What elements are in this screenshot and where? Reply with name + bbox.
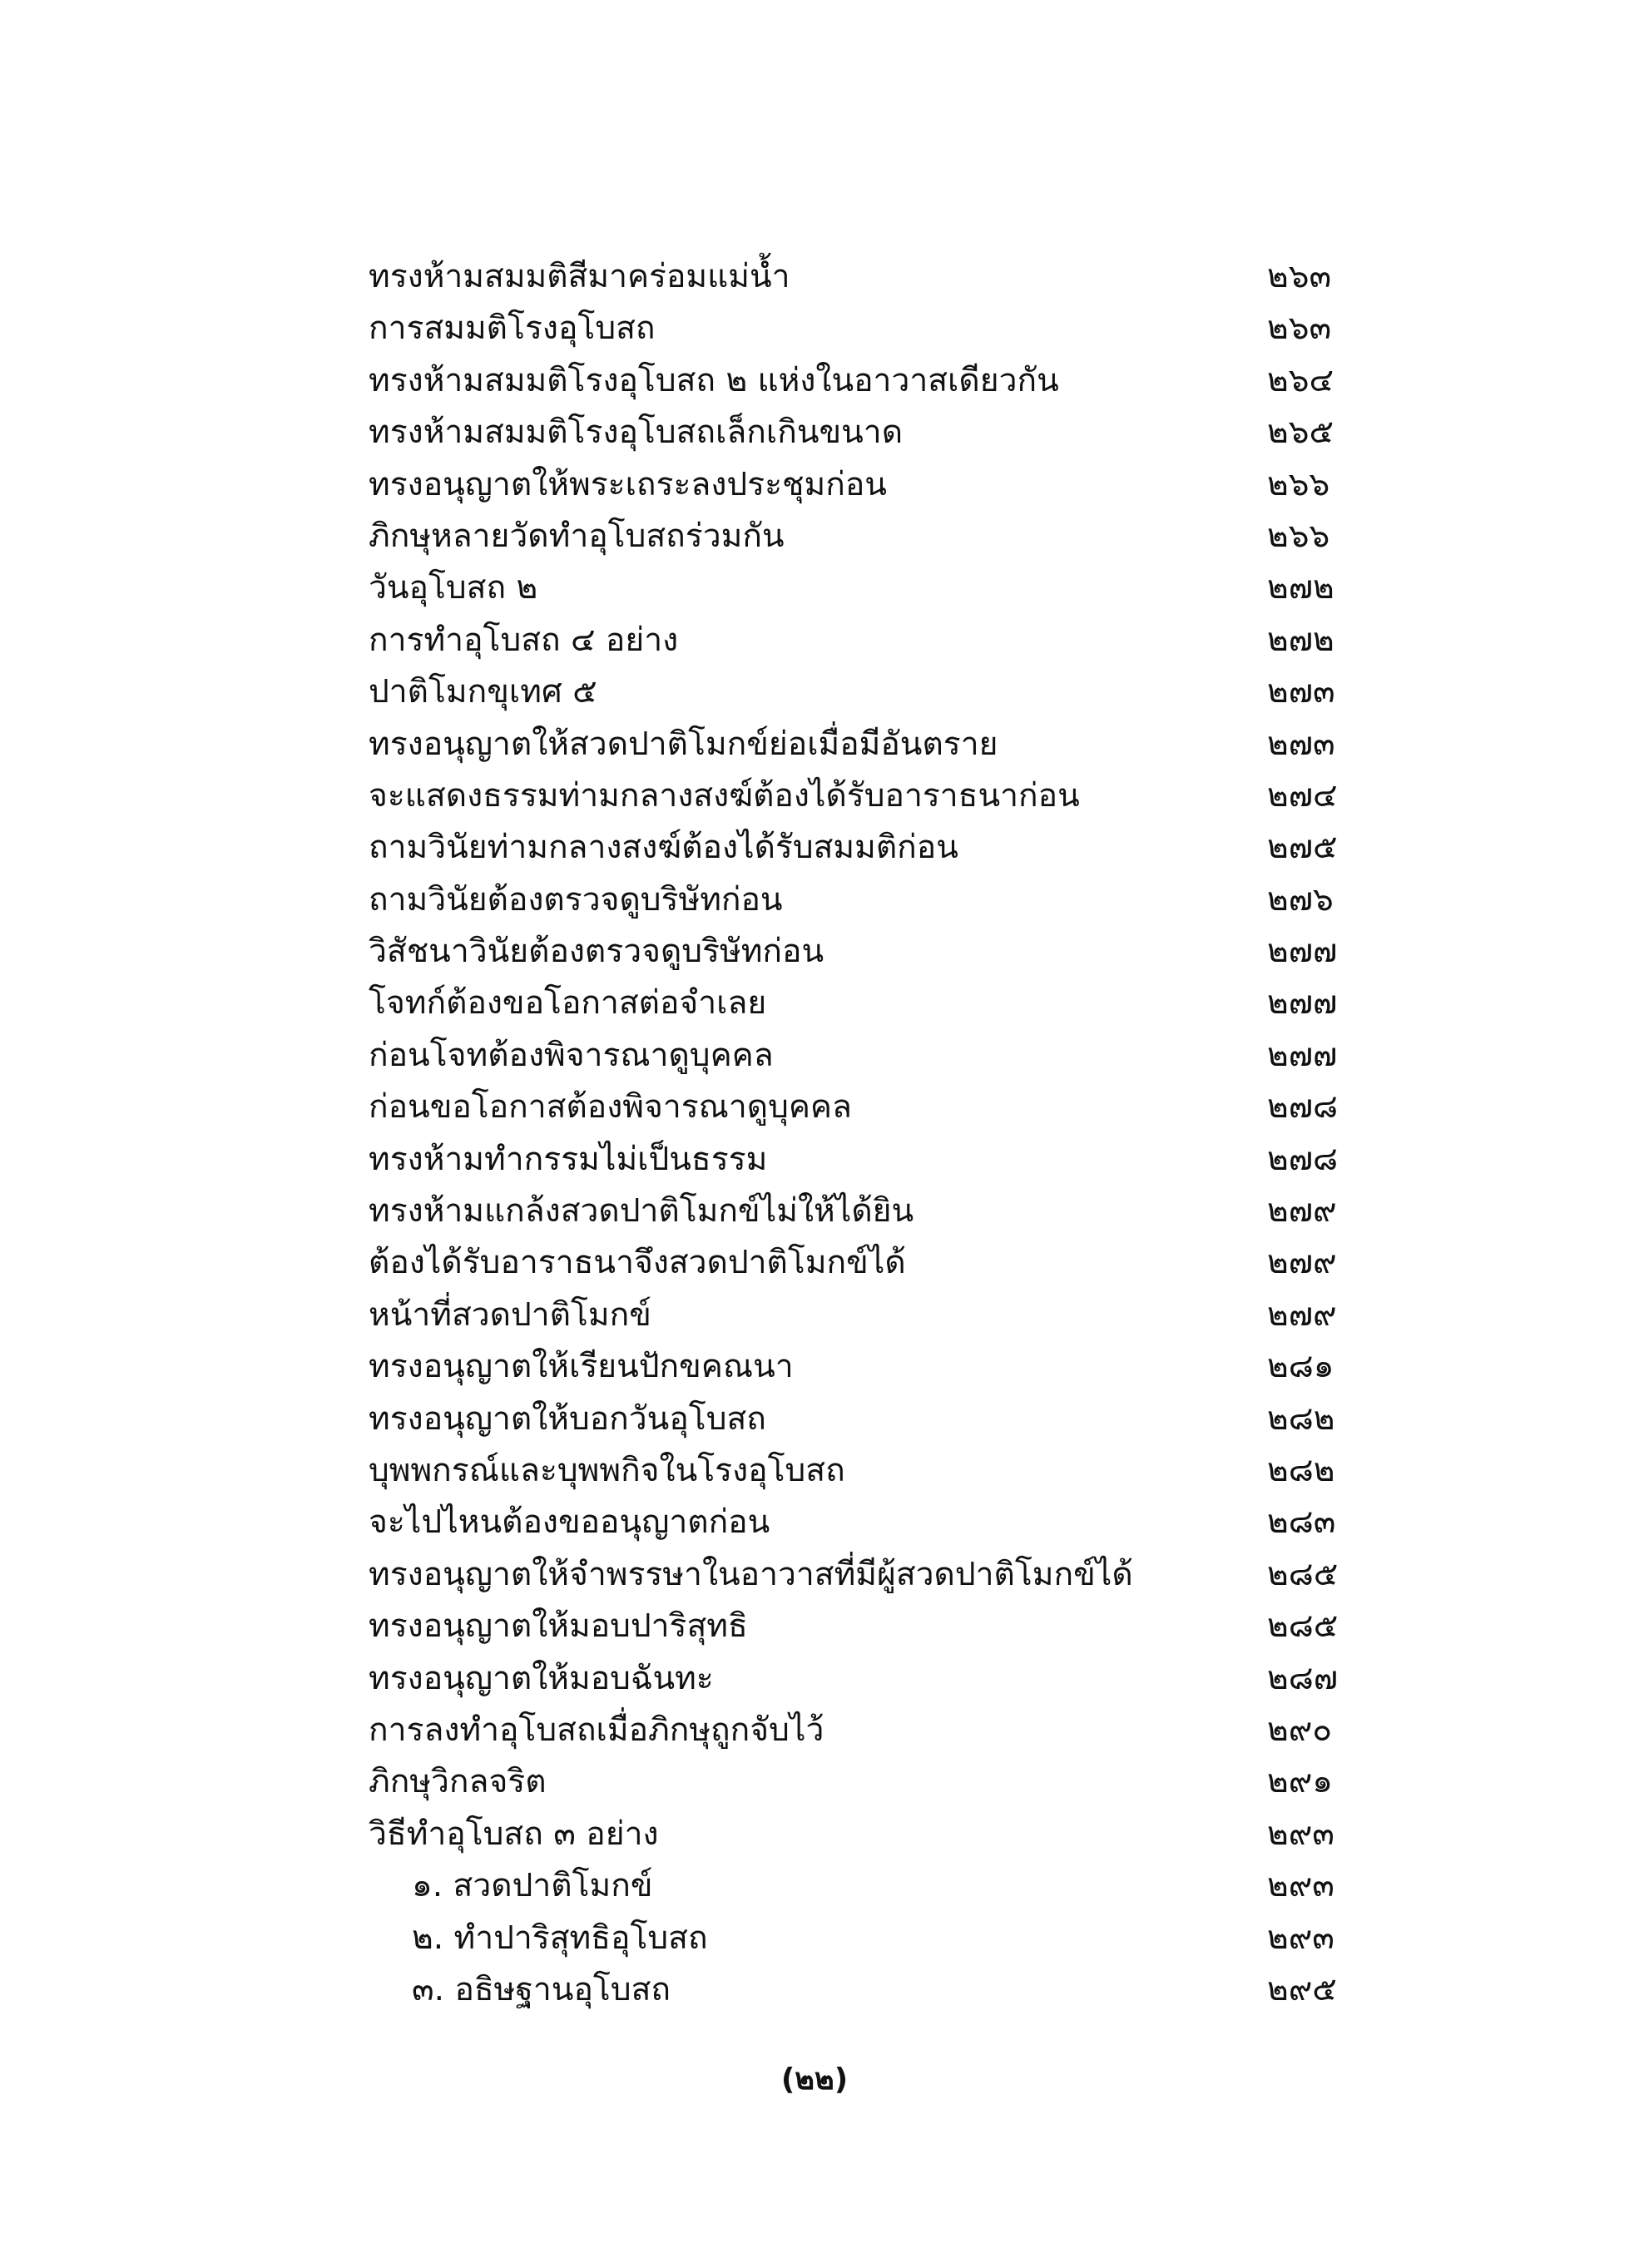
toc-entry-title: ต้องได้รับอาราธนาจึงสวดปาติโมกข์ได้	[369, 1244, 906, 1282]
toc-row	[369, 874, 1367, 926]
toc-row	[369, 1705, 1367, 1756]
toc-entry-page: ๒๘๓	[1267, 1503, 1336, 1542]
toc-row	[369, 1341, 1367, 1393]
toc-entry-title: ทรงอนุญาตให้พระเถระลงประชุมก่อน	[369, 465, 887, 503]
toc-entry-page: ๒๙๑	[1267, 1763, 1334, 1801]
toc-entry-title: การทำอุโบสถ ๔ อย่าง	[369, 621, 679, 659]
toc-entry-page: ๒๗๘	[1267, 1140, 1339, 1178]
toc-row	[369, 1809, 1367, 1860]
toc-row	[369, 459, 1367, 511]
toc-entry-page: ๒๖๓	[1267, 258, 1332, 295]
toc-entry-title: วิสัชนาวินัยต้องตรวจดูบริษัทก่อน	[369, 933, 824, 971]
toc-row	[369, 1653, 1367, 1705]
toc-entry-page: ๒๗๙	[1267, 1244, 1337, 1282]
toc-subentry-title: ๑. สวดปาติโมกข์	[412, 1867, 653, 1905]
toc-entry-page: ๒๘๕	[1267, 1555, 1339, 1593]
toc-entry-title: ทรงอนุญาตให้มอบปาริสุทธิ	[369, 1607, 748, 1646]
toc-entry-page: ๒๙๕	[1267, 1970, 1337, 2008]
toc-entry-page: ๒๖๖	[1267, 465, 1330, 503]
toc-entry-page: ๒๘๕	[1267, 1607, 1339, 1646]
toc-entry-title: วิธีทำอุโบสถ ๓ อย่าง	[369, 1815, 659, 1853]
toc-entry-page: ๒๗๒	[1267, 621, 1334, 659]
toc-entry-page: ๒๗๙	[1267, 1192, 1337, 1231]
toc-entry-title: ทรงอนุญาตให้เรียนปักขคณนา	[369, 1348, 794, 1386]
toc-entry-page: ๒๗๗	[1267, 933, 1338, 971]
toc-row	[369, 355, 1367, 407]
toc-entry-title: ทรงห้ามสมมติโรงอุโบสถเล็กเกินขนาด	[369, 413, 904, 452]
page-number: (๒๒)	[780, 2062, 849, 2097]
toc-entry-page: ๒๖๕	[1267, 413, 1334, 452]
toc-entry-title: โจทก์ต้องขอโอกาสต่อจำเลย	[369, 984, 767, 1023]
toc-entry-title: ปาติโมกขุเทศ ๕	[369, 673, 597, 711]
toc-entry-page: ๒๙๐	[1267, 1711, 1333, 1749]
toc-entry-page: ๒๗๓	[1267, 673, 1335, 711]
toc-entry-title: จะไปไหนต้องขออนุญาตก่อน	[369, 1503, 770, 1542]
toc-row	[369, 511, 1367, 562]
toc-entry-page: ๒๘๗	[1267, 1659, 1339, 1697]
toc-subentry-title: ๓. อธิษฐานอุโบสถ	[412, 1970, 671, 2008]
toc-entry-title: จะแสดงธรรมท่ามกลางสงฆ์ต้องได้รับอาราธนาก่อน	[369, 776, 1080, 815]
toc-entry-page: ๒๙๓	[1267, 1867, 1334, 1905]
toc-row	[369, 1756, 1367, 1808]
toc-row	[369, 303, 1367, 354]
toc-entry-title: ทรงอนุญาตให้จำพรรษาในอาวาสที่มีผู้สวดปาติโมกข์ได้	[369, 1555, 1133, 1593]
toc-entry-title: ถามวินัยต้องตรวจดูบริษัทก่อน	[369, 880, 783, 919]
toc-entry-page: ๒๙๓	[1267, 1815, 1334, 1853]
toc-entry-page: ๒๗๕	[1267, 829, 1338, 867]
toc-entry-page: ๒๘๒	[1267, 1399, 1335, 1438]
toc-entry-title: ทรงอนุญาตให้บอกวันอุโบสถ	[369, 1399, 766, 1438]
toc-entry-title: ทรงห้ามสมมติโรงอุโบสถ ๒ แห่งในอาวาสเดียวกัน	[369, 361, 1059, 399]
toc-entry-page: ๒๗๘	[1267, 1088, 1339, 1127]
toc-entry-page: ๒๗๔	[1267, 776, 1338, 815]
toc-row	[369, 1082, 1367, 1133]
toc-row	[369, 1445, 1367, 1497]
toc-row	[369, 822, 1367, 874]
toc-row	[369, 1601, 1367, 1652]
toc-subentry-title: ๒. ทำปาริสุทธิอุโบสถ	[412, 1919, 708, 1957]
toc-entry-title: วันอุโบสถ ๒	[369, 569, 538, 607]
toc-entry-page: ๒๗๓	[1267, 725, 1335, 763]
toc-entry-title: ทรงอนุญาตให้สวดปาติโมกข์ย่อเมื่อมีอันตราย	[369, 725, 998, 763]
toc-entry-title: บุพพกรณ์และบุพพกิจในโรงอุโบสถ	[369, 1451, 845, 1489]
toc-entry-title: ก่อนขอโอกาสต้องพิจารณาดูบุคคล	[369, 1088, 852, 1127]
toc-subrow	[369, 1913, 1367, 1964]
toc-row	[369, 251, 1367, 303]
toc-row	[369, 1497, 1367, 1548]
toc-row	[369, 1549, 1367, 1601]
toc-entry-title: ก่อนโจทต้องพิจารณาดูบุคคล	[369, 1036, 774, 1074]
toc-entry-page: ๒๗๗	[1267, 984, 1338, 1023]
toc-entry-title: หน้าที่สวดปาติโมกข์	[369, 1295, 651, 1334]
toc-entry-title: ภิกษุหลายวัดทำอุโบสถร่วมกัน	[369, 517, 785, 555]
toc-entry-page: ๒๗๙	[1267, 1295, 1337, 1334]
toc-row	[369, 1290, 1367, 1341]
toc-entry-title: ทรงห้ามแกล้งสวดปาติโมกข์ไม่ให้ได้ยิน	[369, 1192, 914, 1231]
toc-entry-title: ทรงห้ามทำกรรมไม่เป็นธรรม	[369, 1140, 768, 1178]
toc-entry-title: การลงทำอุโบสถเมื่อภิกษุถูกจับไว้	[369, 1711, 824, 1749]
toc-row	[369, 1134, 1367, 1186]
toc-entry-title: ทรงอนุญาตให้มอบฉันทะ	[369, 1659, 714, 1697]
toc-entry-page: ๒๙๓	[1267, 1919, 1334, 1957]
toc-row	[369, 1394, 1367, 1445]
toc-row	[369, 719, 1367, 770]
toc-row	[369, 1237, 1367, 1289]
toc-entry-title: การสมมติโรงอุโบสถ	[369, 309, 656, 348]
toc-row	[369, 562, 1367, 614]
toc-row	[369, 1030, 1367, 1082]
toc-entry-page: ๒๗๗	[1267, 1036, 1338, 1074]
toc-entry-page: ๒๗๖	[1267, 880, 1334, 919]
toc-entry-page: ๒๖๓	[1267, 309, 1332, 348]
toc-entry-page: ๒๖๖	[1267, 517, 1330, 555]
toc-row	[369, 615, 1367, 666]
toc-entry-page: ๒๗๒	[1267, 569, 1334, 607]
toc-subrow	[369, 1860, 1367, 1912]
toc-row	[369, 407, 1367, 458]
toc-entry-title: ทรงห้ามสมมติสีมาคร่อมแม่น้ำ	[369, 258, 790, 295]
toc-row	[369, 770, 1367, 822]
toc-row	[369, 978, 1367, 1029]
toc-entry-page: ๒๘๒	[1267, 1451, 1335, 1489]
toc-row	[369, 926, 1367, 978]
toc-subrow	[369, 1964, 1367, 2016]
toc-entry-title: ถามวินัยท่ามกลางสงฆ์ต้องได้รับสมมติก่อน	[369, 829, 958, 867]
table-of-contents	[369, 251, 1367, 2016]
toc-row	[369, 1186, 1367, 1237]
toc-entry-page: ๒๖๔	[1267, 361, 1334, 399]
toc-entry-title: ภิกษุวิกลจริต	[369, 1763, 547, 1801]
toc-row	[369, 666, 1367, 718]
toc-entry-page: ๒๘๑	[1267, 1348, 1334, 1386]
